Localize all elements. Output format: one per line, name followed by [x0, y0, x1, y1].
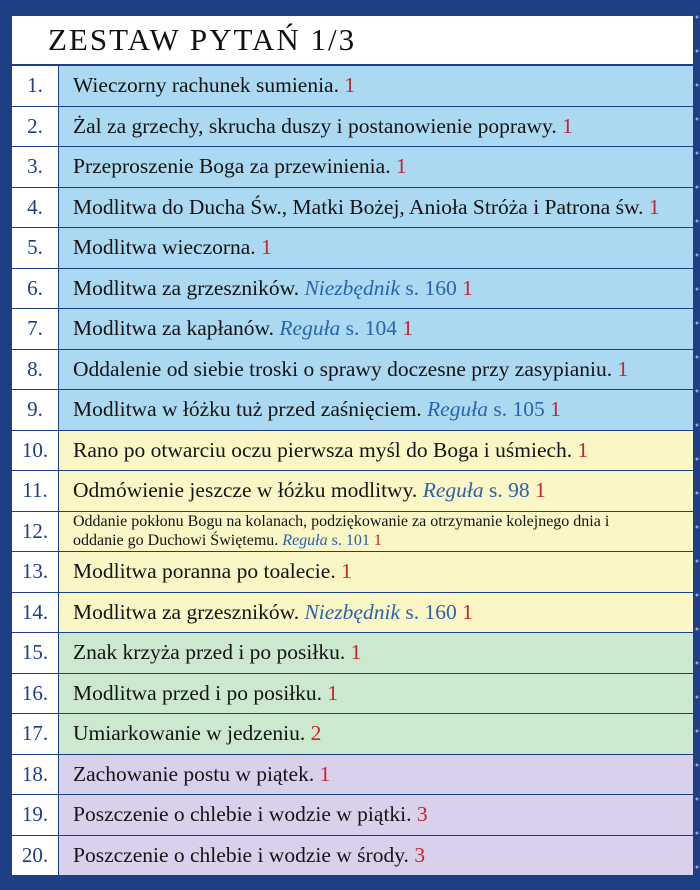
question-text-cell: [59, 195, 660, 220]
reference-page: s. 104: [345, 316, 398, 341]
question-number: 2.: [12, 107, 59, 147]
question-row: [12, 66, 693, 107]
question-row: [12, 390, 693, 431]
reference: [304, 276, 456, 300]
question-number: 12.: [12, 512, 59, 552]
question-row: [12, 755, 693, 796]
question-text: Poszczenie o chlebie i wodzie w piątki.: [73, 802, 412, 827]
question-text-cell: [59, 640, 361, 665]
question-text-cell: [59, 600, 473, 625]
question-text: Modlitwa do Ducha Św., Matki Bożej, Anioła Stróża i Patrona św.: [73, 194, 644, 219]
question-number: 7.: [12, 309, 59, 349]
points-value: 2: [310, 721, 322, 746]
question-number: 14.: [12, 593, 59, 633]
points-value: 1: [577, 437, 589, 462]
reference-page: s. 101: [331, 532, 370, 550]
question-row: [12, 107, 693, 148]
question-text-cell: [59, 154, 407, 179]
question-text-cell: [59, 397, 561, 422]
question-row: [12, 836, 693, 877]
question-number: 19.: [12, 795, 59, 835]
question-number: 8.: [12, 350, 59, 390]
points-value: 1: [562, 113, 573, 138]
question-row: [12, 228, 693, 269]
question-text: Oddanie pokłonu Bogu na kolanach, podziękowanie za otrzymanie kolejnego dnia i oddanie go Duchowi Świętemu.: [73, 513, 610, 550]
question-row: [12, 633, 693, 674]
question-text: Modlitwa za grzeszników.: [73, 599, 300, 624]
points-value: 3: [414, 842, 426, 867]
page-title: ZESTAW PYTAŃ 1/3: [48, 22, 357, 57]
reference: [304, 600, 456, 624]
question-number: 3.: [12, 147, 59, 187]
question-row: [12, 512, 693, 553]
question-text: Modlitwa za grzeszników.: [73, 275, 300, 300]
points-value: 1: [550, 397, 561, 422]
reference-page: s. 160: [405, 599, 457, 624]
reference-title: Niezbędnik: [304, 275, 400, 300]
points-value: 1: [462, 275, 473, 300]
question-text-cell: [59, 559, 352, 584]
question-text: Oddalenie od siebie troski o sprawy doczesne przy zasypianiu.: [73, 356, 613, 381]
question-text: Rano po otwarciu oczu pierwsza myśl do Boga i uśmiech.: [73, 437, 573, 462]
question-row: [12, 552, 693, 593]
question-number: 1.: [12, 66, 59, 106]
question-number: 17.: [12, 714, 59, 754]
question-text-cell: [59, 478, 546, 503]
question-text-cell: [59, 681, 338, 706]
question-text-cell: [59, 235, 272, 260]
reference: [282, 532, 370, 549]
question-text: Modlitwa poranna po toalecie.: [73, 559, 336, 584]
points-value: 1: [373, 532, 382, 550]
question-row: [12, 593, 693, 634]
question-row: [12, 269, 693, 310]
question-number: 10.: [12, 431, 59, 471]
question-number: 15.: [12, 633, 59, 673]
question-text: Modlitwa za kapłanów.: [73, 316, 275, 341]
points-value: 1: [319, 761, 331, 786]
question-text: Zachowanie postu w piątek.: [73, 761, 315, 786]
question-text: Przeproszenie Boga za przewinienia.: [73, 154, 391, 179]
question-text-cell: [59, 316, 413, 341]
question-text: Wieczorny rachunek sumienia.: [73, 73, 339, 98]
card-header: [12, 16, 693, 66]
reference-title: Niezbędnik: [304, 599, 400, 624]
reference-title: Reguła: [427, 397, 488, 422]
question-row: [12, 714, 693, 755]
points-value: 1: [402, 316, 414, 341]
question-row: [12, 674, 693, 715]
reference: [427, 397, 545, 421]
points-value: 1: [534, 478, 546, 503]
question-text: Modlitwa wieczorna.: [73, 235, 256, 260]
reference-page: s. 160: [405, 275, 457, 300]
question-text-cell: [59, 73, 355, 98]
question-text-cell: [59, 114, 573, 139]
question-text: Odmówienie jeszcze w łóżku modlitwy.: [73, 478, 418, 503]
question-number: 9.: [12, 390, 59, 430]
question-number: 5.: [12, 228, 59, 268]
points-value: 1: [261, 235, 272, 260]
question-row: [12, 309, 693, 350]
question-row: [12, 795, 693, 836]
question-row: [12, 147, 693, 188]
points-value: 1: [395, 154, 407, 179]
reference-title: Reguła: [282, 532, 328, 550]
question-text-cell: [59, 762, 330, 787]
points-value: 1: [341, 559, 352, 584]
reference-title: Reguła: [422, 478, 484, 503]
question-text-cell: [59, 357, 628, 382]
question-text-cell: [59, 843, 425, 868]
question-text-cell: [59, 802, 428, 827]
question-text-cell: [59, 512, 693, 550]
question-row: [12, 431, 693, 472]
points-value: 1: [617, 356, 629, 381]
reference-title: Reguła: [279, 316, 341, 341]
reference: [423, 478, 530, 502]
question-number: 4.: [12, 188, 59, 228]
question-row: [12, 471, 693, 512]
question-list: [12, 66, 693, 876]
points-value: 1: [462, 599, 473, 624]
question-text-cell: [59, 721, 321, 746]
question-number: 11.: [12, 471, 59, 511]
question-text: Modlitwa w łóżku tuż przed zaśnięciem.: [73, 397, 422, 422]
reference: [279, 316, 397, 340]
question-text: Modlitwa przed i po posiłku.: [73, 680, 323, 705]
question-number: 18.: [12, 755, 59, 795]
points-value: 3: [416, 802, 428, 827]
question-text: Znak krzyża przed i po posiłku.: [73, 640, 346, 665]
question-text-cell: [59, 438, 588, 463]
question-number: 16.: [12, 674, 59, 714]
reference-page: s. 98: [488, 478, 530, 503]
question-number: 13.: [12, 552, 59, 592]
question-card: [10, 14, 695, 878]
question-text: Żal za grzechy, skrucha duszy i postanowienie poprawy.: [73, 113, 557, 138]
question-row: [12, 188, 693, 229]
question-number: 20.: [12, 836, 59, 876]
question-text: Poszczenie o chlebie i wodzie w środy.: [73, 842, 409, 867]
question-text-cell: [59, 276, 473, 301]
question-text: Umiarkowanie w jedzeniu.: [73, 721, 306, 746]
reference-page: s. 105: [493, 397, 545, 422]
points-value: 1: [327, 680, 339, 705]
points-value: 1: [648, 194, 660, 219]
points-value: 1: [344, 73, 356, 98]
question-row: [12, 350, 693, 391]
question-number: 6.: [12, 269, 59, 309]
points-value: 1: [350, 640, 362, 665]
